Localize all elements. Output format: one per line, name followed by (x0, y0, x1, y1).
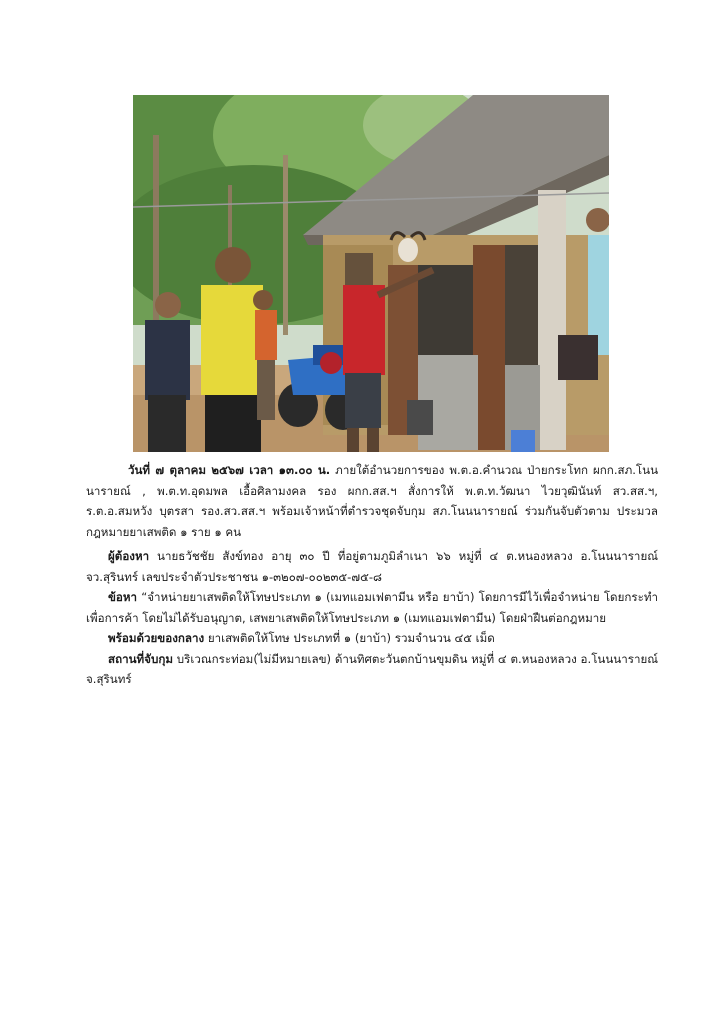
charge-label: ข้อหา (108, 590, 138, 604)
charge-text: “จำหน่ายยาเสพติดให้โทษประเภท ๑ (เมทแอมเฟตามีน หรือ ยาบ้า) โดยการมีไว้เพื่อจำหน่าย โดยกระทำเพื่อการค้า โดยไม่ได้รับอนุญาต, เสพยาเสพติดให้โทษประเภท ๑ (เมทแอมเฟตามีน) โดยฝ่าฝืนต่อกฎหมาย (86, 590, 658, 625)
evidence-label: พร้อมด้วยของกลาง (108, 631, 205, 645)
report-paragraph-location (86, 649, 658, 690)
report-date-time: วันที่ ๗ ตุลาคม ๒๕๖๗ เวลา ๑๓.๐๐ น. (128, 463, 331, 477)
location-text: บริเวณกระท่อม(ไม่มีหมายเลข) ด้านทิศตะวันตกบ้านขุมดิน หมู่ที่ ๔ ต.หนองหลวง อ.โนนนารายณ์ จ.สุรินทร์ (86, 651, 658, 686)
evidence-text: ยาเสพติดให้โทษ ประเภทที่ ๑ (ยาบ้า) รวมจำนวน ๔๕ เม็ด (204, 631, 495, 645)
arrest-scene-illustration (133, 95, 609, 452)
report-paragraph-evidence (86, 628, 658, 649)
report-paragraph-suspect (86, 546, 658, 587)
report-paragraph-charge (86, 587, 658, 628)
report-intro-text: ภายใต้อำนวยการของ พ.ต.อ.คำนวณ ป่ายกระโทก ผกก.สภ.โนนนารายณ์ , พ.ต.ท.อุดมพล เอื้อศิลามงคล รอง ผกก.สส.ฯ สั่งการให้ พ.ต.ท.วัฒนา ไวยวุฒินันท์ สว.สส.ฯ, ร.ต.อ.สมหวัง บุตรสา รอง.สว.สส.ฯ พร้อมเจ้าหน้าที่ตำรวจชุดจับกุม สภ.โนนนารายณ์ ร่วมกันจับตัวตาม ประมวลกฎหมายยาเสพติด ๑ ราย ๑ คน (86, 463, 658, 539)
location-label: สถานที่จับกุม (108, 651, 173, 666)
report-paragraph-date (86, 460, 658, 542)
suspect-text: นายธวัชชัย สังข์ทอง อายุ ๓๐ ปี ที่อยู่ตามภูมิลำเนา ๖๖ หมู่ที่ ๔ ต.หนองหลวง อ.โนนนารายณ์ จว.สุรินทร์ เลขประจำตัวประชาชน ๑-๓๒๐๗-๐๐๒๓๕-๗๕-๘ (86, 549, 658, 584)
report-body (86, 460, 658, 690)
suspect-label: ผู้ต้องหา (108, 549, 150, 563)
arrest-scene-photo (133, 95, 609, 452)
